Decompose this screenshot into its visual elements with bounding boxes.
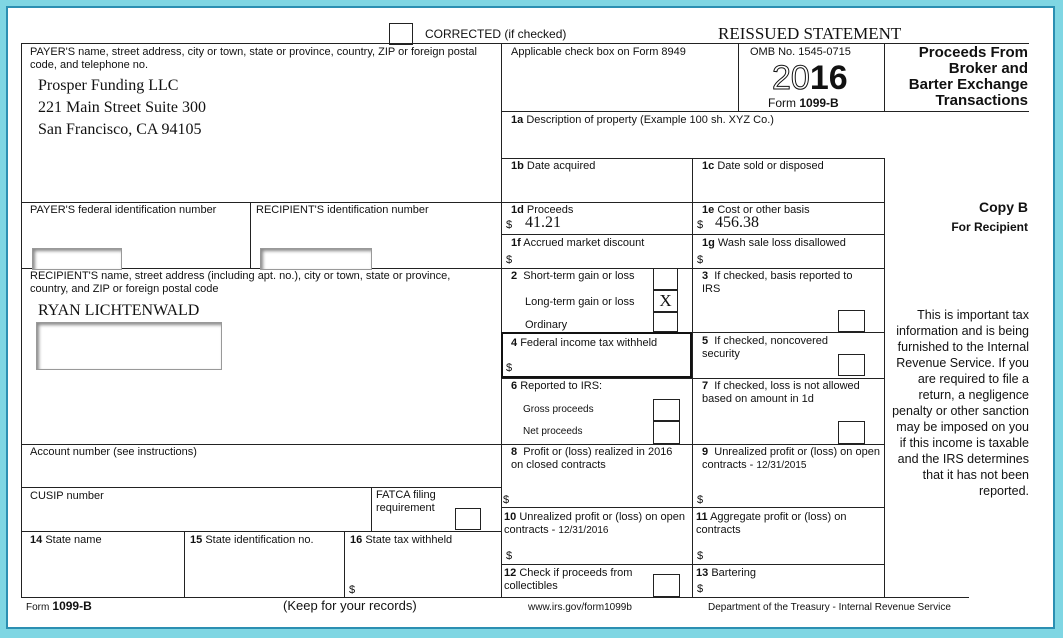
box1c-label: 1c Date sold or disposed: [702, 160, 824, 172]
box7-checkbox[interactable]: [838, 421, 865, 444]
recipient-address-redacted: [36, 322, 222, 370]
account-number-label: Account number (see instructions): [30, 446, 197, 458]
cusip-label: CUSIP number: [30, 490, 104, 502]
box2-ordinary-checkbox[interactable]: [653, 312, 678, 332]
box3-checkbox[interactable]: [838, 310, 865, 332]
corrected-label: CORRECTED (if checked): [425, 27, 567, 41]
payer-label: PAYER'S name, street address, city or town, state or province, country, ZIP or foreign postal code, and telephone no.: [30, 46, 477, 71]
box1e-label: 1e Cost or other basis: [702, 204, 810, 216]
form-name-header: Form 1099-B: [768, 96, 839, 110]
reissued-statement: REISSUED STATEMENT: [718, 24, 902, 43]
copy-b-subtitle: For Recipient: [951, 220, 1028, 234]
payer-fed-id-redacted: [32, 248, 122, 270]
box1e-dollar: $: [697, 219, 704, 231]
box1d-value: 41.21: [525, 214, 561, 231]
box15-label: 15 State identification no.: [190, 534, 314, 546]
footer-dept: Department of the Treasury - Internal Revenue Service: [708, 602, 951, 613]
box1d-dollar: $: [506, 219, 513, 231]
box10-dollar: $: [506, 550, 513, 562]
box16-label: 16 State tax withheld: [350, 534, 453, 546]
box6-label: 6 Reported to IRS:: [511, 380, 603, 392]
copy-b-notice: This is important tax information and is being furnished to the Internal Revenue Service. If you are required to file a return, a negligence penalty or other sanction may be imposed on you if this income is taxable and the IRS determines that it has not been reported.: [892, 308, 1029, 498]
box1g-label: 1g Wash sale loss disallowed: [702, 237, 846, 249]
box9-label: 9 Unrealized profit or (loss) on open contracts - 12/31/2015: [702, 446, 880, 471]
box11-dollar: $: [697, 550, 704, 562]
box12-label: 12 Check if proceeds from collectibles: [504, 567, 633, 592]
box6-gross-label: Gross proceeds: [523, 404, 594, 415]
box6-net-checkbox[interactable]: [653, 421, 680, 444]
box2-short-label: 2 Short-term gain or loss: [511, 270, 635, 282]
box12-checkbox[interactable]: [653, 574, 680, 597]
recipient-name: RYAN LICHTENWALD: [38, 302, 200, 319]
footer-form-name: Form 1099-B: [26, 599, 92, 613]
box14-label: 14 State name: [30, 534, 102, 546]
box5-label: 5 If checked, noncovered security: [702, 335, 828, 360]
payer-city: San Francisco, CA 94105: [38, 121, 202, 138]
payer-street: 221 Main Street Suite 300: [38, 99, 206, 116]
box8-dollar: $: [503, 494, 510, 506]
box13-dollar: $: [697, 583, 704, 595]
box13-label: 13 Bartering: [696, 567, 756, 579]
box1a-label: 1a Description of property (Example 100 sh. XYZ Co.): [511, 114, 774, 126]
box3-label: 3 If checked, basis reported to IRS: [702, 270, 853, 295]
check-8949-label: Applicable check box on Form 8949: [511, 46, 686, 58]
box2-long-label: Long-term gain or loss: [525, 296, 635, 308]
box5-checkbox[interactable]: [838, 354, 865, 376]
box4-label: 4 Federal income tax withheld: [511, 337, 658, 349]
payer-name: Prosper Funding LLC: [38, 77, 179, 94]
form-title: Proceeds From Broker and Barter Exchange Transactions: [908, 44, 1028, 109]
footer-keep: (Keep for your records): [283, 598, 417, 613]
box1b-label: 1b Date acquired: [511, 160, 596, 172]
box1e-value: 456.38: [715, 214, 759, 231]
corrected-checkbox[interactable]: [389, 23, 413, 45]
box4-dollar: $: [506, 362, 513, 374]
box2-long-checkbox[interactable]: [653, 290, 678, 312]
fatca-label: FATCA filing requirement: [376, 489, 436, 514]
recipient-label: RECIPIENT'S name, street address (including apt. no.), city or town, state or province, country, and ZIP or foreign postal code: [30, 270, 451, 295]
recipient-id-label: RECIPIENT'S identification number: [256, 204, 429, 216]
box1f-label: 1f Accrued market discount: [511, 237, 645, 249]
omb-number: OMB No. 1545-0715: [750, 46, 851, 58]
box2-long-mark: X: [659, 291, 672, 310]
box6-net-label: Net proceeds: [523, 426, 583, 437]
recipient-id-redacted: [260, 248, 372, 270]
box1f-dollar: $: [506, 254, 513, 266]
box2-ordinary-label: Ordinary: [525, 319, 568, 331]
tax-year: 2016: [772, 59, 848, 97]
box10-label: 10 Unrealized profit or (loss) on open contracts - 12/31/2016: [504, 511, 686, 536]
payer-fed-id-label: PAYER'S federal identification number: [30, 204, 217, 216]
copy-b-title: Copy B: [979, 199, 1028, 215]
box16-dollar: $: [349, 584, 356, 596]
box2-short-checkbox[interactable]: [653, 268, 678, 290]
box8-label: 8 Profit or (loss) realized in 2016 on closed contracts: [511, 446, 673, 471]
form-1099b: [6, 6, 1055, 629]
fatca-checkbox[interactable]: [455, 508, 481, 530]
box9-dollar: $: [697, 494, 704, 506]
box6-gross-checkbox[interactable]: [653, 399, 680, 421]
box11-label: 11 Aggregate profit or (loss) on contracts: [696, 511, 847, 536]
box7-label: 7 If checked, loss is not allowed based on amount in 1d: [702, 380, 860, 405]
footer-url[interactable]: www.irs.gov/form1099b: [528, 602, 632, 613]
box1d-label: 1d Proceeds: [511, 204, 574, 216]
box1g-dollar: $: [697, 254, 704, 266]
